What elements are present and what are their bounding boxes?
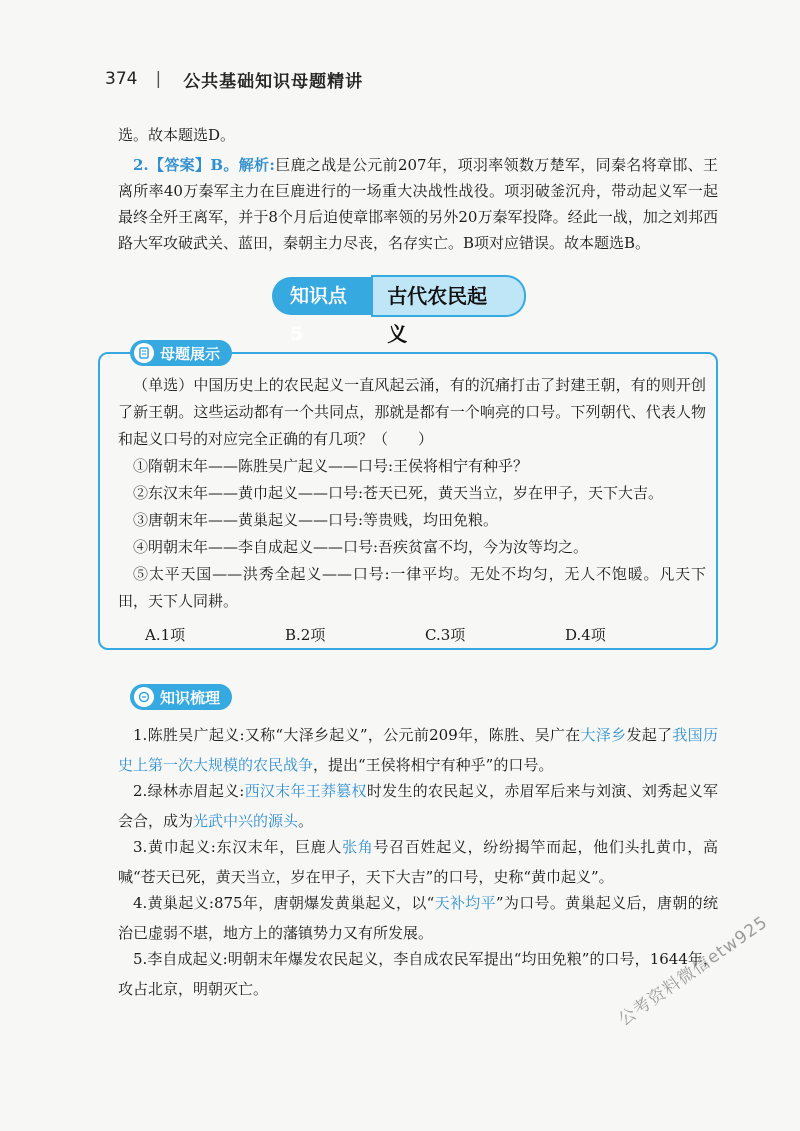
list-icon	[134, 687, 154, 707]
answer-2-number: 2.	[133, 156, 149, 174]
option-c: C.3项	[425, 626, 466, 644]
question-item: ③唐朝末年——黄巢起义——口号:等贵贱，均田免粮。	[133, 511, 499, 529]
summary-item-2	[118, 776, 718, 836]
option-b: B.2项	[285, 626, 326, 644]
question-section-tag	[130, 340, 232, 366]
summary-item-3	[118, 832, 718, 892]
summary-text: 时发生的农民起义，赤眉军后来与刘演、刘秀起义军会合，成为	[118, 782, 718, 830]
question-item: ⑤太平天国——洪秀全起义——口号:一律平均。无处不均匀，无人不饱暖。凡天下田，天下人同耕。	[118, 565, 706, 610]
summary-text: ，提出“王侯将相宁有种乎”的口号。	[313, 756, 554, 774]
answer-2-text: 巨鹿之战是公元前207年，项羽率领数万楚军，同秦名将章邯、王离所率40万秦军主力在巨鹿进行的一场重大决战性战役。项羽破釜沉舟，带动起义军一起最终全歼王离军，并于8个月后迫使章邯率领的另外20万秦军投降。经此一战，加之刘邦西路大军攻破武关、蓝田，秦朝主力尽丧，名存实亡。B项对应错误。故本题选B。	[118, 156, 718, 252]
summary-highlight: 西汉末年王莽篡权	[244, 782, 367, 800]
book-title: 公共基础知识母题精讲	[183, 71, 364, 92]
summary-highlight: 大泽乡	[580, 726, 627, 744]
question-item: ②东汉末年——黄巾起义——口号:苍天已死，黄天当立，岁在甲子，天下大吉。	[133, 484, 664, 502]
summary-item-4	[118, 888, 718, 948]
summary-item-5: 5.李自成起义:明朝末年爆发农民起义，李自成农民军提出“均田免粮”的口号，1644年，攻占北京，明朝灭亡。	[118, 950, 718, 998]
page-header	[105, 64, 363, 94]
prev-answer-tail: 选。故本题选D。	[118, 126, 236, 144]
knowledge-point-banner	[272, 274, 526, 346]
summary-highlight: 光武中兴的源头	[193, 812, 299, 830]
knowledge-point-number: 知识点5	[272, 277, 373, 315]
header-separator: |	[155, 69, 162, 89]
summary-item-1	[118, 720, 718, 780]
option-d: D.4项	[565, 626, 606, 644]
answer-2-label: 【答案】B。解析:	[148, 156, 275, 174]
question-item: ④明朝末年——李自成起义——口号:吾疾贫富不均，今为汝等均之。	[133, 538, 589, 556]
summary-highlight: 天补均平	[434, 894, 496, 912]
question-stem: （单选）中国历史上的农民起义一直风起云涌，有的沉痛打击了封建王朝，有的则开创了新王朝。这些运动都有一个共同点，那就是都有一个响亮的口号。下列朝代、代表人物和起义口号的对应完全正确的有几项？（ ）	[118, 376, 706, 448]
question-section-label: 母题展示	[160, 344, 221, 363]
question-content	[118, 372, 706, 615]
page-number: 374	[105, 69, 138, 89]
book-icon	[134, 343, 154, 363]
summary-text: 。	[298, 812, 314, 830]
summary-text: 号召百姓起义，纷纷揭竿而起，他们头扎黄巾，高喊“苍天已死，黄天当立，岁在甲子，天下大吉”的口号，史称“黄巾起义”。	[118, 838, 718, 886]
summary-text: 3.黄巾起义:东汉末年，巨鹿人	[133, 838, 343, 856]
knowledge-point-title: 古代农民起义	[371, 275, 526, 317]
watermark: 公考资料微信etw925	[614, 912, 772, 1031]
summary-section-tag	[130, 684, 232, 710]
summary-text: 4.黄巢起义:875年，唐朝爆发黄巢起义，以“	[133, 894, 435, 912]
summary-highlight: 张角	[342, 838, 374, 856]
summary-text: ”为口号。黄巢起义后，唐朝的统治已虚弱不堪，地方上的藩镇势力又有所发展。	[118, 894, 718, 942]
summary-section-label: 知识梳理	[160, 688, 221, 707]
summary-text: 1.陈胜吴广起义:又称“大泽乡起义”，公元前209年，陈胜、吴广在	[133, 726, 581, 744]
answer-options	[145, 624, 705, 645]
summary-text: 发起了	[626, 726, 673, 744]
option-a: A.1项	[145, 626, 186, 644]
question-item: ①隋朝末年——陈胜吴广起义——口号:王侯将相宁有种乎？	[133, 457, 529, 475]
summary-highlight: 我国历史上第一次大规模的农民战争	[118, 726, 718, 774]
answer-2	[118, 152, 718, 256]
summary-text: 2.绿林赤眉起义:	[133, 782, 245, 800]
